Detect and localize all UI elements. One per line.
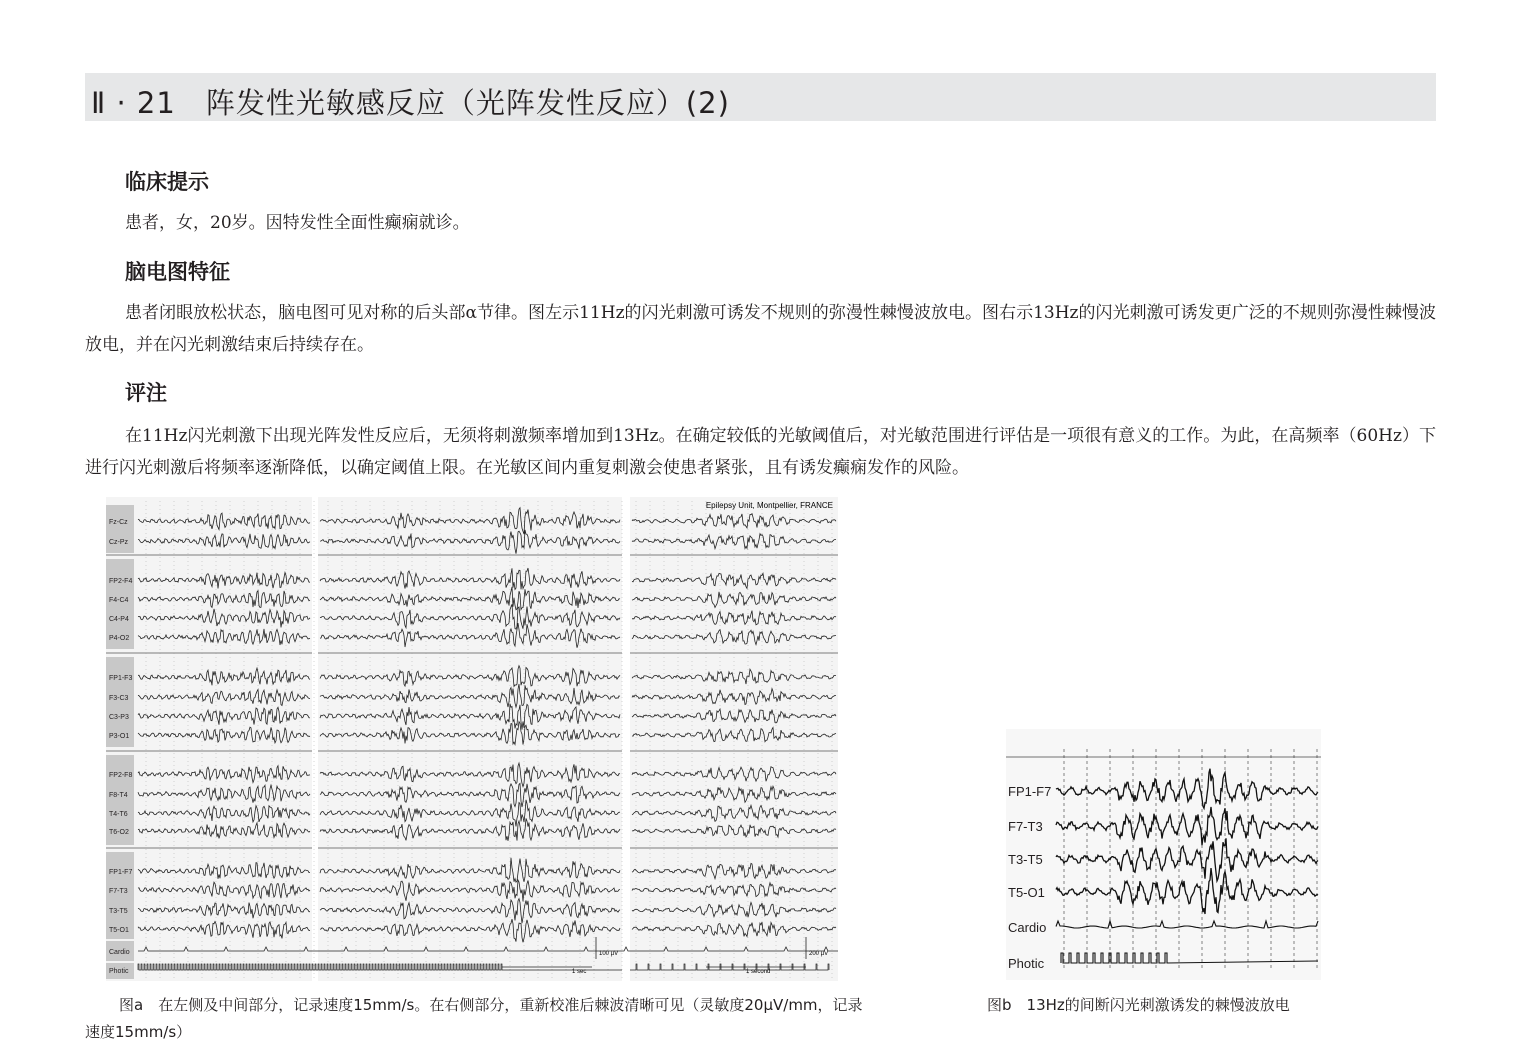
figure-b-eeg-trace	[1056, 838, 1318, 881]
figure-a-channel-label: C4-P4	[109, 616, 129, 623]
figure-a-channel-label: FP1-F3	[109, 675, 133, 682]
figure-a-eeg-trace	[320, 763, 620, 787]
figure-a-eeg-trace	[320, 530, 620, 554]
figure-a-eeg-trace	[138, 690, 310, 706]
figure-a-channel-label: T4-T6	[109, 811, 128, 818]
figure-a-eeg-trace	[138, 668, 310, 685]
figure-a-eeg-trace	[632, 669, 836, 684]
figure-b-eeg-trace	[1056, 868, 1318, 914]
figure-a-channel-label: F8-T4	[109, 792, 128, 799]
figure-b-channel-label: FP1-F7	[1008, 784, 1052, 799]
figure-a-eeg-trace	[138, 903, 310, 919]
figure-a-caption: 图a 在左侧及中间部分，记录速度15mm/s。在右侧部分，重新校准后棘波清晰可见（灵敏度20μV/mm，记录速度15mm/s）	[85, 996, 863, 1041]
figure-a-eeg-trace	[632, 573, 836, 588]
figure-a-eeg-trace	[138, 727, 310, 743]
title-bar	[85, 73, 1436, 121]
figure-a-label-box	[106, 852, 134, 939]
figure-a-eeg	[106, 497, 838, 981]
figure-a-time-left: 1 sec	[572, 969, 587, 975]
figure-b-channel-label: F7-T3	[1008, 819, 1043, 834]
page-title: Ⅱ · 21 阵发性光敏感反应（光阵发性反应）(2)	[91, 86, 730, 120]
figure-b-eeg	[1006, 729, 1321, 980]
figure-a-eeg-trace	[632, 514, 836, 528]
figure-a-eeg-trace	[632, 689, 836, 705]
figure-a-channel-label: Photic	[109, 968, 129, 975]
figure-a-eeg-trace	[320, 858, 620, 882]
figure-a-eeg-trace	[138, 534, 310, 549]
figure-a-eeg-trace	[320, 880, 620, 901]
figure-a-segment-gap	[312, 497, 318, 981]
figure-a-segment-gap	[622, 497, 630, 981]
figure-a-eeg-trace	[138, 823, 310, 839]
figure-b-photic-trace	[1061, 953, 1318, 963]
figure-a-eeg-trace	[320, 722, 620, 745]
figure-b-eeg-trace	[1056, 769, 1318, 809]
section-text-clinical: 患者，女，20岁。因特发性全面性癫痫就诊。	[125, 213, 470, 233]
figure-a-eeg-trace	[632, 709, 836, 723]
section-text-comment: 在11Hz闪光刺激下出现光阵发性反应后，无须将刺激频率增加到13Hz。在确定较低的光敏阈值后，对光敏范围进行评估是一项很有意义的工作。为此，在高频率（60Hz）下进行闪光刺激后将频率逐渐降低，以确定阈值上限。在光敏区间内重复刺激会使患者紧张，且有诱发癫痫发作的风险。	[85, 426, 1436, 478]
figure-a-eeg-trace	[138, 573, 310, 589]
figure-a-eeg-trace	[138, 806, 310, 822]
figure-b-eeg-trace	[1056, 807, 1318, 845]
figure-a-eeg-trace	[138, 922, 310, 939]
figure-a-time-right: 1 second	[746, 969, 771, 975]
figure-a-channel-label: F7-T3	[109, 888, 128, 895]
figure-a-channel-label: P3-O1	[109, 733, 130, 740]
figure-a-eeg-trace	[138, 863, 310, 879]
figure-a-eeg-trace	[320, 666, 620, 687]
section-text-eeg: 患者闭眼放松状态，脑电图可见对称的后头部α节律。图左示11Hz的闪光刺激可诱发不规则的弥漫性棘慢波放电。图右示13Hz的闪光刺激可诱发更广泛的不规则弥漫性棘慢波放电，并在闪光刺激结束后持续存在。	[85, 303, 1436, 355]
figure-a-eeg-trace	[320, 568, 620, 590]
figure-a-eeg-trace	[138, 609, 310, 628]
figure-a-eeg-trace	[320, 899, 620, 924]
figure-a-institution: Epilepsy Unit, Montpellier, FRANCE	[705, 501, 833, 510]
figure-a-eeg-trace	[320, 818, 620, 840]
figure-a-channel-label: T6-O2	[109, 829, 129, 836]
figure-a-scale-left: 100 µV	[599, 951, 619, 957]
figure-a-scale-right: 200 µV	[809, 951, 829, 957]
figure-a-eeg-trace	[138, 707, 310, 724]
figure-a-channel-label: P4-O2	[109, 635, 130, 642]
figure-a-eeg-trace	[320, 623, 620, 648]
figure-a-channel-label: C3-P3	[109, 714, 129, 721]
figure-a-channel-label: FP1-F7	[109, 869, 133, 876]
figure-a-channel-label: T3-T5	[109, 908, 128, 915]
figure-a-channel-label: Cardio	[109, 949, 130, 956]
figure-a-channel-label: F4-C4	[109, 597, 129, 604]
figure-a-eeg-trace	[138, 882, 310, 898]
figure-a-eeg-trace	[138, 591, 310, 608]
figure-a-eeg-trace	[138, 785, 310, 803]
figure-a-eeg-trace	[138, 629, 310, 645]
figure-a-eeg-trace	[138, 513, 310, 529]
figure-a-eeg-trace	[320, 783, 620, 807]
figure-a-eeg-trace	[320, 919, 620, 942]
figure-a-channel-label: T5-O1	[109, 927, 129, 934]
figure-b-channel-label: T3-T5	[1008, 852, 1043, 867]
figure-b-channel-label: Cardio	[1008, 920, 1047, 935]
figure-a-eeg-trace	[138, 766, 310, 783]
figure-a-channel-label: FP2-F8	[109, 772, 133, 779]
figure-b-svg	[1006, 729, 1321, 980]
figure-a-channel-label: Fz-Cz	[109, 519, 128, 526]
figure-a-channel-label: Cz-Pz	[109, 539, 129, 546]
figure-b-channel-label: T5-O1	[1008, 885, 1045, 900]
figure-a-eeg-trace	[320, 684, 620, 707]
figure-a-eeg-trace	[632, 786, 836, 802]
section-heading-eeg: 脑电图特征	[125, 260, 230, 284]
figure-a-eeg-trace	[320, 604, 620, 629]
figure-a-eeg-trace	[632, 767, 836, 782]
figure-b-channel-label: Photic	[1008, 956, 1045, 971]
figure-a-channel-label: FP2-F4	[109, 578, 133, 585]
figure-a-eeg-trace	[320, 704, 620, 730]
figure-b-caption: 图b 13Hz的间断闪光刺激诱发的棘慢波放电	[987, 996, 1290, 1014]
figure-a-cardio-trace	[138, 947, 838, 951]
section-heading-comment: 评注	[125, 381, 167, 405]
figure-a-eeg-trace	[320, 587, 620, 610]
figure-a-channel-label: F3-C3	[109, 695, 129, 702]
figure-b-cardio-trace	[1056, 921, 1318, 928]
figure-a-eeg-trace	[632, 825, 836, 837]
figure-a-eeg-trace	[632, 630, 836, 645]
figure-a-eeg-trace	[320, 508, 620, 534]
figure-a-eeg-trace	[320, 800, 620, 827]
section-heading-clinical: 临床提示	[125, 170, 209, 194]
figure-a-svg	[106, 497, 838, 981]
